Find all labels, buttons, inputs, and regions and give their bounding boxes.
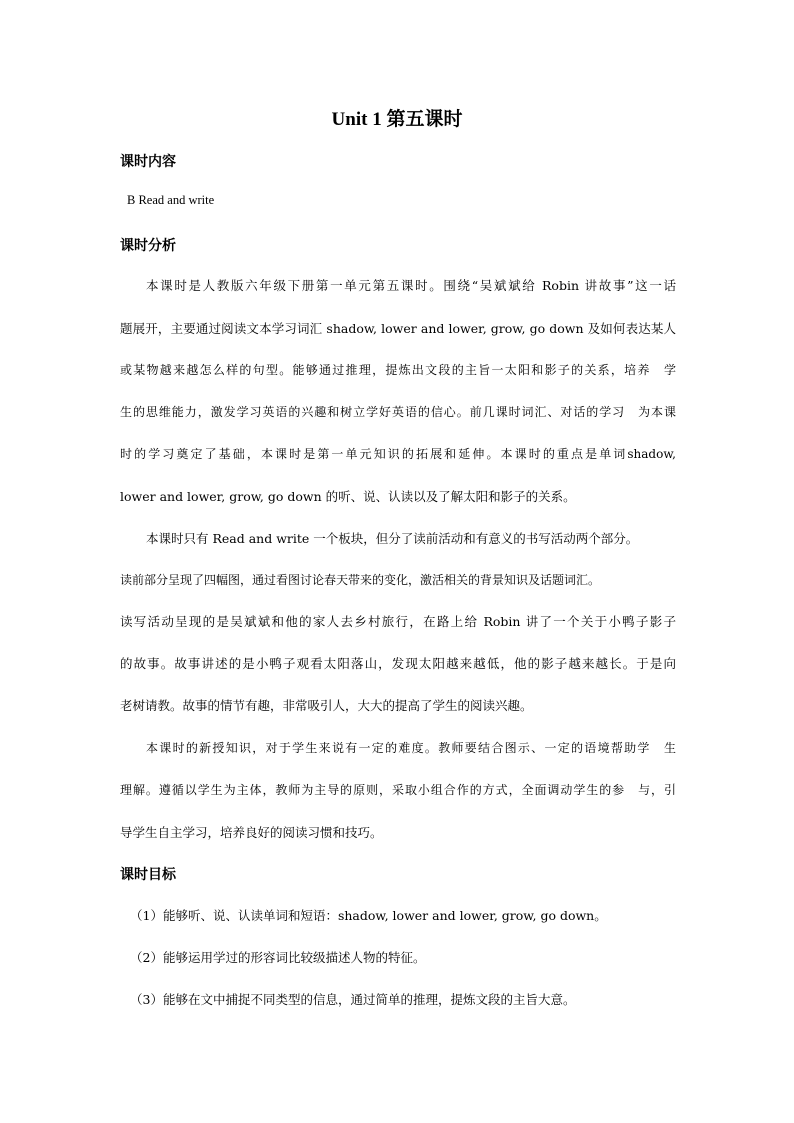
analysis-line: 老树请教。故事的情节有趣，非常吸引人，大大的提高了学生的阅读兴趣。: [120, 698, 533, 713]
analysis-line: 本课时的新授知识，对于学生来说有一定的难度。教师要结合图示、一定的语境帮助学 生: [146, 741, 676, 755]
section-heading-analysis: 课时分析: [120, 238, 176, 254]
goal-item: （1）能够听、说、认读单词和短语：shadow, lower and lower, grow, go down。: [130, 908, 607, 923]
section-heading-content: 课时内容: [120, 154, 176, 170]
analysis-line: 题展开，主要通过阅读文本学习词汇 shadow, lower and lower, grow, go down 及如何表达某人: [120, 321, 676, 336]
analysis-line: 导学生自主学习，培养良好的阅读习惯和技巧。: [120, 825, 383, 840]
analysis-line: 理解。遵循以学生为主体，教师为主导的原则，采取小组合作的方式，全面调动学生的参 与，引: [120, 783, 676, 797]
analysis-line: 本课时是人教版六年级下册第一单元第五课时。围绕“吴斌斌给 Robin 讲故事”这一话: [146, 278, 676, 293]
analysis-line: 的故事。故事讲述的是小鸭子观看太阳落山，发现太阳越来越低，他的影子越来越长。于是向: [120, 656, 676, 671]
goal-item: （2）能够运用学过的形容词比较级描述人物的特征。: [130, 950, 426, 965]
analysis-line: lower and lower, grow, go down 的听、说、认读以及了解太阳和影子的关系。: [120, 489, 576, 504]
analysis-line: 读前部分呈现了四幅图，通过看图讨论春天带来的变化，激活相关的背景知识及话题词汇。: [120, 573, 601, 587]
analysis-line: 本课时只有 Read and write 一个板块，但分了读前活动和有意义的书写活动两个部分。: [146, 531, 639, 546]
page-title: Unit 1 第五课时: [331, 109, 463, 130]
section-heading-goals: 课时目标: [120, 867, 176, 883]
content-text: B Read and write: [127, 193, 215, 207]
goal-item: （3）能够在文中捕捉不同类型的信息，通过简单的推理，提炼文段的主旨大意。: [130, 992, 576, 1007]
analysis-line: 生的思维能力，激发学习英语的兴趣和树立学好英语的信心。前几课时词汇、对话的学习 为本课: [120, 405, 676, 419]
analysis-line: 时的学习奠定了基础，本课时是第一单元知识的拓展和延伸。本课时的重点是单词shadow,: [120, 447, 676, 461]
analysis-line: 或某物越来越怎么样的句型。能够通过推理，提炼出文段的主旨一太阳和影子的关系，培养 学: [120, 363, 676, 377]
analysis-line: 读写活动呈现的是吴斌斌和他的家人去乡村旅行，在路上给 Robin 讲了一个关于小鸭子影子: [120, 614, 676, 629]
